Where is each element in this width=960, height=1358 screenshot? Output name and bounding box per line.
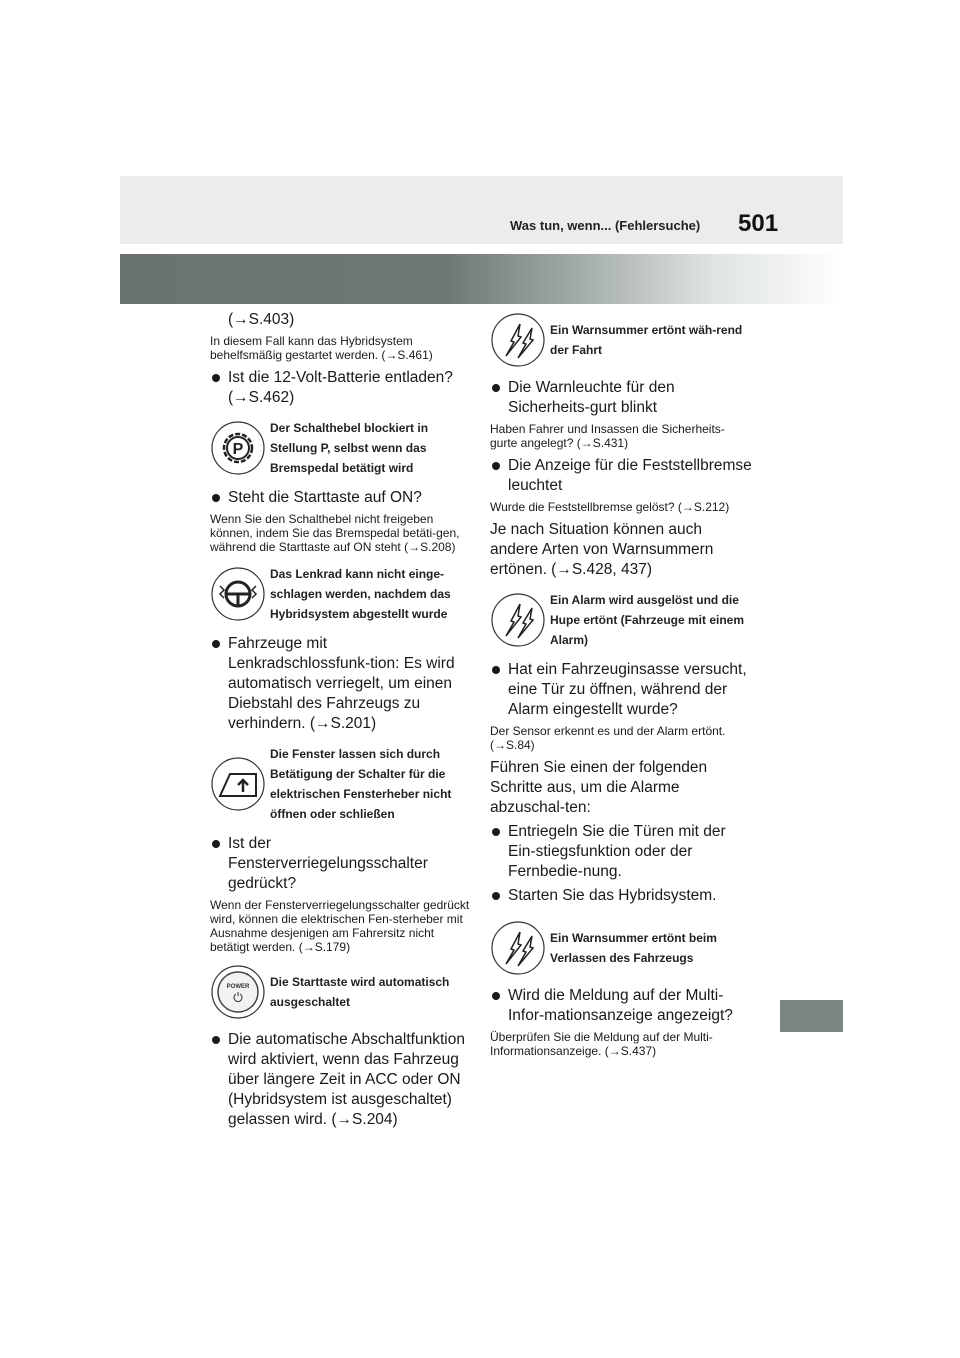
warn-alarm bbox=[490, 590, 752, 650]
svg-text:P: P bbox=[232, 441, 244, 458]
warn-steering-text: Das Lenkrad kann nicht einge-schlagen werden, nachdem das Hybridsystem abgestellt wurde bbox=[270, 567, 451, 621]
note-parking-brake: Wurde die Feststellbremse gelöst? (→S.212) bbox=[490, 500, 730, 514]
bullet-steering: Fahrzeuge mit Lenkradschlossfunk-tion: Es wird automatisch verriegelt, um einen Diebstahl des Fahrzeugs zu verhindern. (→S.201) bbox=[210, 634, 472, 734]
power-button-icon bbox=[210, 964, 266, 1020]
bullet-battery: Ist die 12-Volt-Batterie entladen? (→S.462) bbox=[210, 368, 472, 408]
warn-driving bbox=[490, 312, 752, 368]
right-column bbox=[490, 308, 752, 1064]
warn-power-text: Die Starttaste wird automatisch ausgeschaltet bbox=[270, 975, 450, 1009]
note-start: Wenn Sie den Schalthebel nicht freigeben können, indem Sie das Bremspedal betäti-gen, während die Starttaste auf ON steht (→S.208) bbox=[210, 512, 460, 554]
power-label: POWER bbox=[226, 984, 250, 990]
left-column bbox=[210, 308, 472, 1134]
warn-steering-lock bbox=[210, 564, 472, 624]
note-window: Wenn der Fensterverriegelungsschalter gedrückt wird, können die elektrischen Fen-sterheber mit Ausnahme desjenigen am Fahrersitz nicht betätigt werden. (→S.179) bbox=[210, 898, 470, 954]
buzzer-icon bbox=[490, 312, 546, 368]
bullet-auto-off: Die automatische Abschaltfunktion wird aktiviert, wenn das Fahrzeug über längere Zeit in ACC oder ON (Hybridsystem ist ausgeschaltet) gelassen wird. (→S.204) bbox=[210, 1030, 472, 1130]
page-number: 501 bbox=[738, 210, 779, 237]
warn-window bbox=[210, 744, 472, 824]
bullet-multi-info-message: Wird die Meldung auf der Multi-Infor-mationsanzeige angezeigt? bbox=[490, 986, 752, 1026]
note-seatbelt: Haben Fahrer und Insassen die Sicherheits-gurte angelegt? (→S.431) bbox=[490, 422, 725, 450]
bullet-seatbelt: Die Warnleuchte für den Sicherheits-gurt blinkt bbox=[490, 378, 752, 418]
warn-leaving-text: Ein Warnsummer ertönt beim Verlassen des Fahrzeugs bbox=[550, 931, 717, 965]
warn-shift-text: Der Schalthebel blockiert in Stellung P, selbst wenn das Bremspedal betätigt wird bbox=[270, 421, 429, 475]
bullet-start-hybrid: Starten Sie das Hybridsystem. bbox=[490, 886, 752, 906]
buzzer-icon bbox=[490, 592, 546, 648]
warn-alarm-text: Ein Alarm wird ausgelöst und die Hupe ertönt (Fahrzeuge mit einem Alarm) bbox=[550, 593, 745, 647]
bullet-occupant-door: Hat ein Fahrzeuginsasse versucht, eine Tür zu öffnen, während der Alarm eingestellt wurde? bbox=[490, 660, 752, 720]
gradient-bar bbox=[120, 254, 843, 304]
body-steps: Führen Sie einen der folgenden Schritte aus, um die Alarme abzuschal-ten: bbox=[490, 759, 708, 816]
chapter-side-tab[interactable] bbox=[780, 1000, 843, 1032]
bullet-parking-brake: Die Anzeige für die Feststellbremse leuchtet bbox=[490, 456, 752, 496]
ref-text: (→S.403) bbox=[228, 311, 295, 328]
warn-window-text: Die Fenster lassen sich durch Betätigung der Schalter für die elektrischen Fensterheber nicht öffnen oder schließen bbox=[270, 747, 452, 821]
shift-lock-p-icon bbox=[210, 420, 266, 476]
header-band bbox=[120, 176, 843, 244]
note-multi-info: Überprüfen Sie die Meldung auf der Multi-Informationsanzeige. (→S.437) bbox=[490, 1030, 713, 1058]
section-title: Was tun, wenn... (Fehlersuche) bbox=[510, 218, 701, 233]
body-situation: Je nach Situation können auch andere Arten von Warnsummern ertönen. (→S.428, 437) bbox=[490, 521, 714, 578]
bullet-window-lock: Ist der Fensterverriegelungsschalter gedrückt? bbox=[210, 834, 472, 894]
warn-shift-lock bbox=[210, 418, 472, 478]
buzzer-icon bbox=[490, 920, 546, 976]
bullet-start-button: Steht die Starttaste auf ON? bbox=[210, 488, 472, 508]
warn-power bbox=[210, 964, 472, 1020]
warn-leaving bbox=[490, 920, 752, 976]
warn-driving-text: Ein Warnsummer ertönt wäh-rend der Fahrt bbox=[550, 323, 743, 357]
bullet-unlock-doors: Entriegeln Sie die Türen mit der Ein-stiegsfunktion oder der Fernbedie-nung. bbox=[490, 822, 752, 882]
note-sensor: Der Sensor erkennt es und der Alarm ertönt. (→S.84) bbox=[490, 724, 726, 752]
window-switch-icon bbox=[210, 756, 266, 812]
steering-wheel-icon bbox=[210, 566, 266, 622]
note-hybrid: In diesem Fall kann das Hybridsystem behelfsmäßig gestartet werden. (→S.461) bbox=[210, 334, 433, 362]
